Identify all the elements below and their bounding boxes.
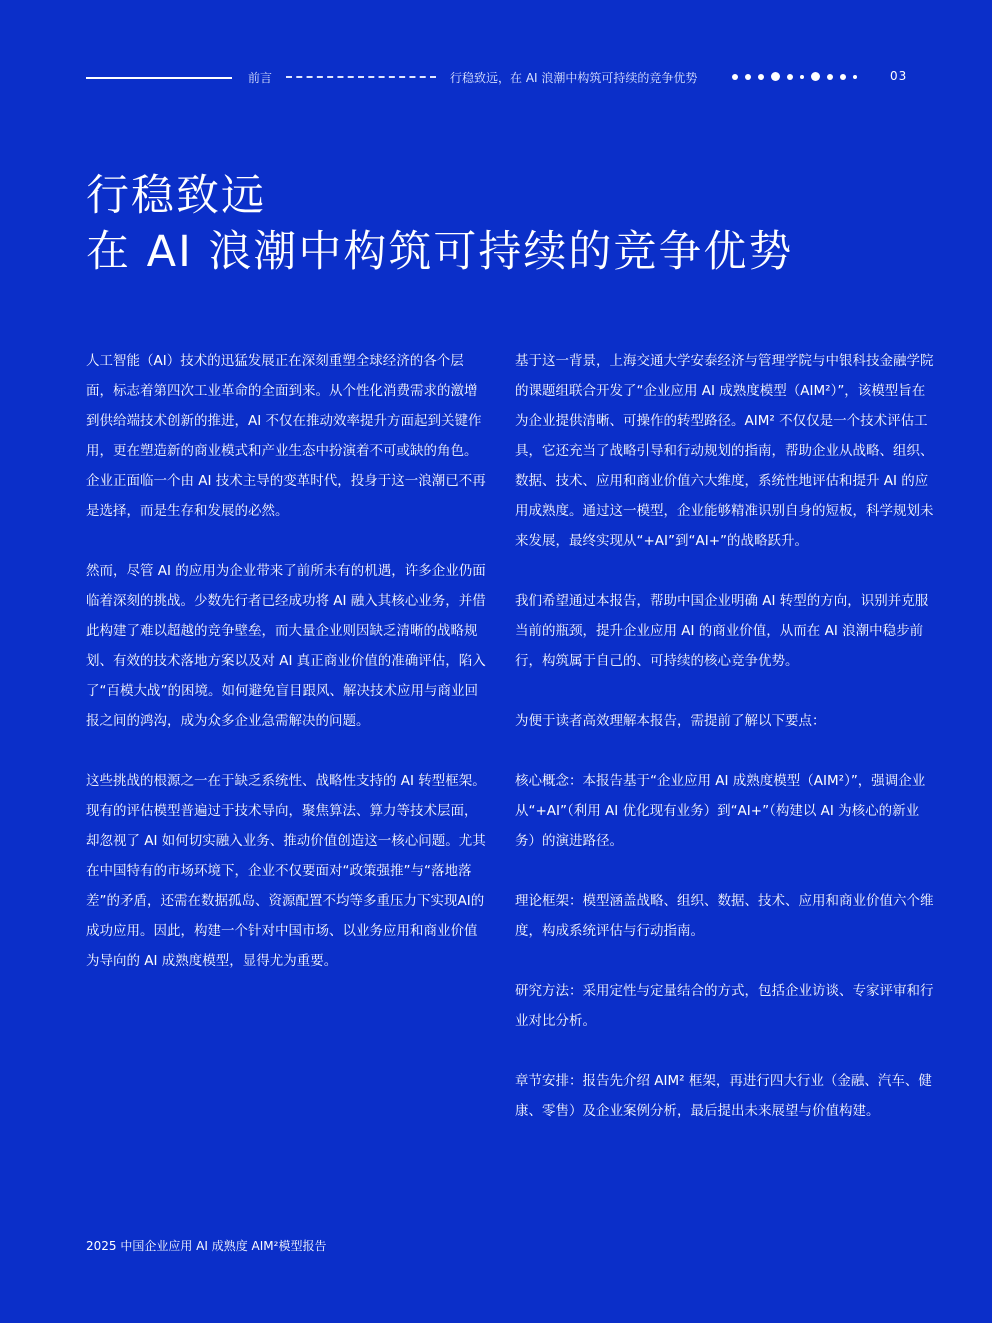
key-point-paragraph: 理论框架：模型涵盖战略、组织、数据、技术、应用和商业价值六个维度，构成系统评估与行动指南。 <box>515 893 934 939</box>
paragraph: 然而，尽管 AI 的应用为企业带来了前所未有的机遇，许多企业仍面临着深刻的挑战。少数先行者已经成功将 AI 融入其核心业务，并借此构建了难以超越的竞争壁垒，而大量企业则因缺乏清晰的战略规划、有效的技术落地方案以及对 AI 真正商业价值的准确评估，陷入了“百模大战”的困境。如何避免盲目跟风、解决技术应用与商业回报之间的鸿沟，成为众多企业急需解决的问题。 <box>86 563 486 729</box>
page-title-line-2: 在 AI 浪潮中构筑可持续的竞争优势 <box>86 227 794 277</box>
dot-icon <box>787 74 793 80</box>
header-section-label: 前言 <box>248 71 273 85</box>
dot-icon <box>827 74 833 80</box>
dot-icon <box>840 74 846 80</box>
key-point-paragraph: 核心概念：本报告基于“企业应用 AI 成熟度模型（AIM²）”，强调企业从“+AI”（利用 AI 优化现有业务）到“AI+”（构建以 AI 为核心的新业务）的演进路径。 <box>515 773 926 849</box>
dot-icon <box>853 75 857 79</box>
dot-icon <box>811 72 820 81</box>
header-dashed-divider <box>286 76 436 78</box>
paragraph: 为便于读者高效理解本报告，需提前了解以下要点： <box>515 713 826 729</box>
paragraph: 基于这一背景，上海交通大学安泰经济与管理学院与中银科技金融学院的课题组联合开发了“企业应用 AI 成熟度模型（AIM²）”，该模型旨在为企业提供清晰、可操作的转型路径。AIM² 不仅仅是一个技术评估工具，它还充当了战略引导和行动规划的指南，帮助企业从战略、组织、数据、技术、应用和商业价值六大维度，系统性地评估和提升 AI 的应用成熟度。通过这一模型，企业能够精准识别自身的短板，科学规划未来发展，最终实现从“+AI”到“AI+”的战略跃升。 <box>515 353 934 549</box>
page-title-line-1: 行稳致远 <box>86 171 266 221</box>
page-title <box>86 168 906 280</box>
key-point-paragraph: 研究方法：采用定性与定量结合的方式，包括企业访谈、专家评审和行业对比分析。 <box>515 983 934 1029</box>
paragraph: 我们希望通过本报告，帮助中国企业明确 AI 转型的方向，识别并克服当前的瓶颈，提升企业应用 AI 的商业价值，从而在 AI 浪潮中稳步前行，构筑属于自己的、可持续的核心竞争优势。 <box>515 593 929 669</box>
page-header <box>86 66 916 90</box>
dot-icon <box>771 72 780 81</box>
key-point-paragraph: 章节安排：报告先介绍 AIM² 框架，再进行四大行业（金融、汽车、健康、零售）及企业案例分析，最后提出未来展望与价值构建。 <box>515 1073 932 1119</box>
page-footer: 2025 中国企业应用 AI 成熟度 AIM²模型报告 <box>86 1239 327 1253</box>
header-running-title: 行稳致远，在 AI 浪潮中构筑可持续的竞争优势 <box>450 71 698 85</box>
dot-icon <box>732 74 738 80</box>
header-rule <box>86 77 232 79</box>
paragraph: 这些挑战的根源之一在于缺乏系统性、战略性支持的 AI 转型框架。现有的评估模型普遍过于技术导向，聚焦算法、算力等技术层面，却忽视了 AI 如何切实融入业务、推动价值创造这一核心问题。尤其在中国特有的市场环境下，企业不仅要面对“政策强推”与“落地落差”的矛盾，还需在数据孤岛、资源配置不均等多重压力下实现AI的成功应用。因此，构建一个针对中国市场、以业务应用和商业价值为导向的 AI 成熟度模型，显得尤为重要。 <box>86 773 486 969</box>
right-column <box>515 346 935 1156</box>
header-dots-decoration <box>732 72 857 81</box>
dot-icon <box>745 74 751 80</box>
left-column <box>86 346 488 1006</box>
page-number: 03 <box>890 69 908 83</box>
dot-icon <box>758 74 764 80</box>
paragraph: 人工智能（AI）技术的迅猛发展正在深刻重塑全球经济的各个层面，标志着第四次工业革命的全面到来。从个性化消费需求的激增到供给端技术创新的推进，AI 不仅在推动效率提升方面起到关键作用，更在塑造新的商业模式和产业生态中扮演着不可或缺的角色。企业正面临一个由 AI 技术主导的变革时代，投身于这一浪潮已不再是选择，而是生存和发展的必然。 <box>86 353 486 519</box>
dot-icon <box>800 75 804 79</box>
